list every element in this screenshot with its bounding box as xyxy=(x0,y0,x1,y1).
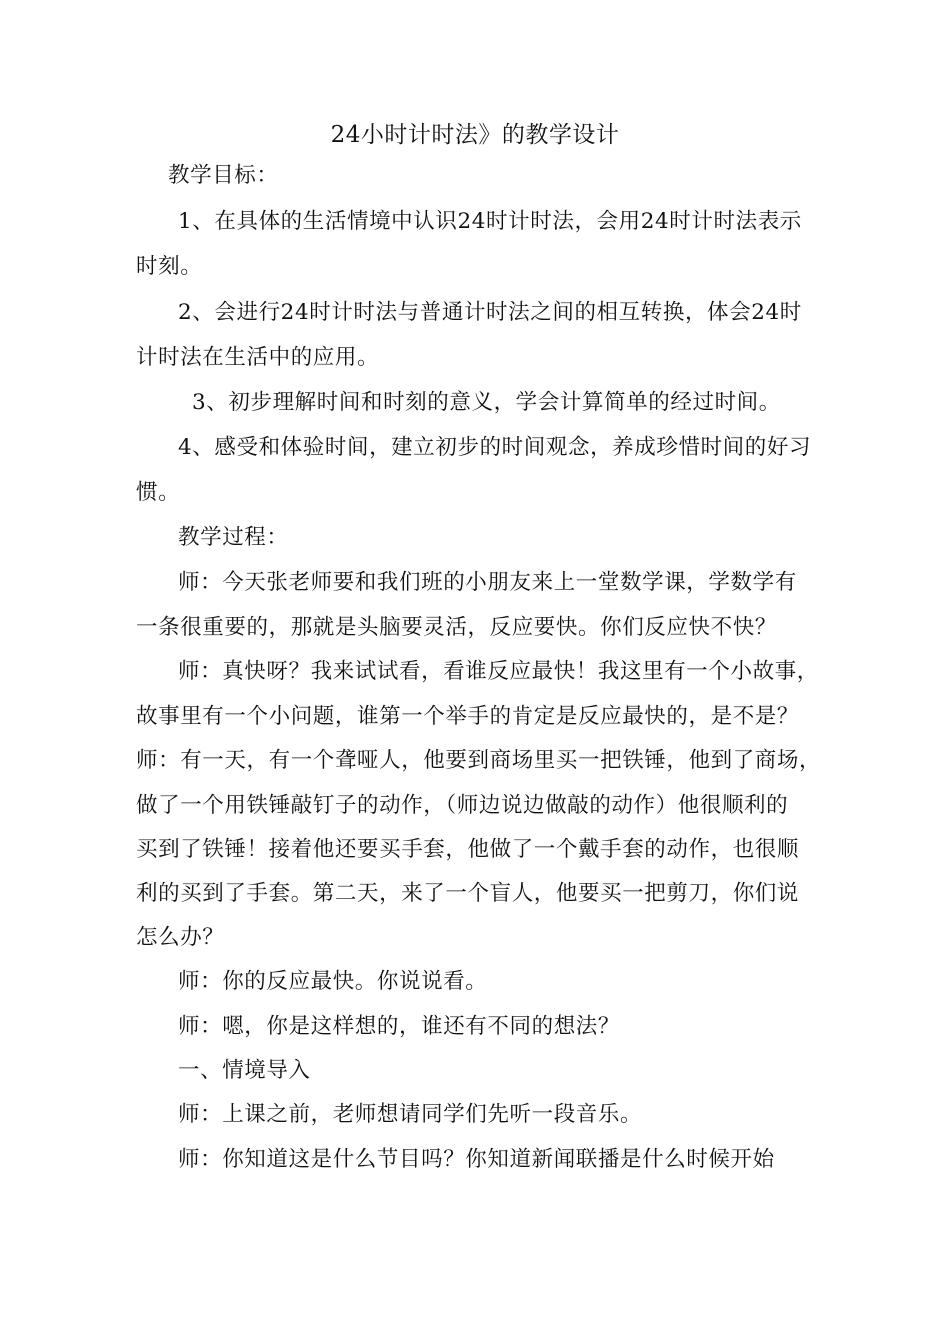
paragraph-3-line-2: 做了一个用铁锤敲钉子的动作，（师边说边做敲的动作）他很顺利的 xyxy=(136,793,789,818)
objective-2-line-1: 2、会进行24时计时法与普通计时法之间的相互转换，体会24时 xyxy=(178,300,802,325)
paragraph-3-line-5: 怎么办？ xyxy=(136,925,225,950)
objective-3: 3、初步理解时间和时刻的意义，学会计算简单的经过时间。 xyxy=(192,390,781,415)
objective-2-line-2: 计时法在生活中的应用。 xyxy=(136,345,380,370)
paragraph-2-line-2: 故事里有一个小问题，谁第一个举手的肯定是反应最快的，是不是？ xyxy=(136,704,800,729)
paragraph-4: 师：你的反应最快。你说说看。 xyxy=(178,969,488,994)
paragraph-1-line-1: 师：今天张老师要和我们班的小朋友来上一堂数学课，学数学有 xyxy=(178,570,797,595)
paragraph-6: 师：上课之前，老师想请同学们先听一段音乐。 xyxy=(178,1102,643,1127)
paragraph-7: 师：你知道这是什么节目吗？你知道新闻联播是什么时候开始 xyxy=(178,1147,775,1172)
objective-4-line-1: 4、感受和体验时间，建立初步的时间观念，养成珍惜时间的好习 xyxy=(178,435,812,460)
section-heading-process: 教学过程： xyxy=(178,525,289,550)
paragraph-3-line-1: 师：有一天，有一个聋哑人，他要到商场里买一把铁锤，他到了商场， xyxy=(136,748,822,773)
objective-1-line-2: 时刻。 xyxy=(136,254,203,279)
section-heading-intro: 一、情境导入 xyxy=(178,1058,311,1083)
document-title: 24小时计时法》的教学设计 xyxy=(330,122,620,148)
paragraph-1-line-2: 一条很重要的，那就是头脑要灵活，反应要快。你们反应快不快？ xyxy=(136,615,777,640)
objective-1-line-1: 1、在具体的生活情境中认识24时计时法，会用24时计时法表示 xyxy=(178,209,802,234)
objective-4-line-2: 惯。 xyxy=(136,480,181,505)
section-heading-objectives: 教学目标： xyxy=(168,163,279,188)
paragraph-2-line-1: 师：真快呀？我来试试看，看谁反应最快！我这里有一个小故事， xyxy=(178,659,819,684)
paragraph-5: 师：嗯，你是这样想的，谁还有不同的想法？ xyxy=(178,1014,621,1039)
paragraph-3-line-4: 利的买到了手套。第二天，来了一个盲人，他要买一把剪刀，你们说 xyxy=(136,881,800,906)
paragraph-3-line-3: 买到了铁锤！接着他还要买手套，他做了一个戴手套的动作，也很顺 xyxy=(136,837,800,862)
